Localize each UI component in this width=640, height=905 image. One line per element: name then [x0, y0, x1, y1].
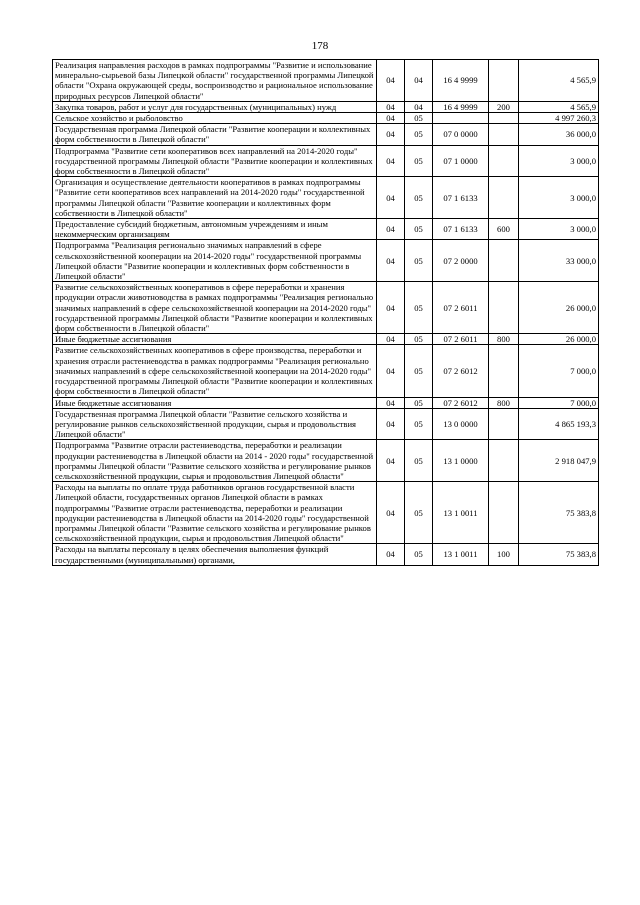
cell-section: 04	[377, 282, 405, 334]
cell-subsection: 05	[405, 334, 433, 345]
cell-target-article: 13 1 0011	[433, 544, 489, 565]
cell-subsection: 05	[405, 177, 433, 219]
cell-target-article: 07 2 6012	[433, 345, 489, 397]
cell-subsection: 05	[405, 440, 433, 482]
table-row	[53, 113, 599, 124]
table-row	[53, 544, 599, 565]
cell-target-article: 16 4 9999	[433, 101, 489, 112]
cell-target-article: 07 0 0000	[433, 124, 489, 145]
cell-amount: 7 000,0	[519, 345, 599, 397]
cell-expense-type: 800	[489, 334, 519, 345]
cell-expense-type: 600	[489, 219, 519, 240]
cell-subsection: 05	[405, 345, 433, 397]
cell-section: 04	[377, 397, 405, 408]
cell-expense-type: 200	[489, 101, 519, 112]
cell-expense-type	[489, 408, 519, 440]
cell-name: Предоставление субсидий бюджетным, автономным учреждениям и иным некоммерческим организациям	[53, 219, 377, 240]
cell-amount: 4 865 193,3	[519, 408, 599, 440]
cell-name: Государственная программа Липецкой области "Развитие сельского хозяйства и регулирование рынков сельскохозяйственной продукции, сырья и продовольствия Липецкой области"	[53, 408, 377, 440]
cell-name: Сельское хозяйство и рыболовство	[53, 113, 377, 124]
table-row	[53, 219, 599, 240]
cell-section: 04	[377, 440, 405, 482]
cell-target-article: 07 1 6133	[433, 219, 489, 240]
cell-amount: 4 565,9	[519, 60, 599, 102]
table-row	[53, 124, 599, 145]
cell-amount: 3 000,0	[519, 177, 599, 219]
budget-table-body	[53, 60, 599, 566]
cell-expense-type	[489, 482, 519, 544]
cell-target-article: 07 1 0000	[433, 145, 489, 177]
cell-section: 04	[377, 482, 405, 544]
cell-amount: 75 383,8	[519, 482, 599, 544]
cell-section: 04	[377, 334, 405, 345]
cell-section: 04	[377, 145, 405, 177]
cell-section: 04	[377, 240, 405, 282]
cell-expense-type	[489, 145, 519, 177]
table-row	[53, 177, 599, 219]
table-row	[53, 482, 599, 544]
cell-amount: 2 918 047,9	[519, 440, 599, 482]
cell-expense-type	[489, 113, 519, 124]
cell-section: 04	[377, 544, 405, 565]
cell-name: Организация и осуществление деятельности кооперативов в рамках подпрограммы "Развитие сети кооперативов всех направлений на 2014-2020 годы" государственной программы Липецкой области "Развитие кооперации и коллективных форм собственности в Липецкой области"	[53, 177, 377, 219]
cell-target-article: 13 1 0000	[433, 440, 489, 482]
cell-expense-type: 800	[489, 397, 519, 408]
cell-amount: 26 000,0	[519, 334, 599, 345]
cell-expense-type	[489, 282, 519, 334]
cell-section: 04	[377, 345, 405, 397]
cell-amount: 3 000,0	[519, 219, 599, 240]
cell-target-article: 13 0 0000	[433, 408, 489, 440]
cell-subsection: 05	[405, 544, 433, 565]
cell-name: Иные бюджетные ассигнования	[53, 397, 377, 408]
cell-subsection: 04	[405, 101, 433, 112]
page-number: 178	[311, 40, 329, 52]
cell-expense-type	[489, 345, 519, 397]
table-row	[53, 440, 599, 482]
cell-amount: 33 000,0	[519, 240, 599, 282]
cell-target-article: 07 2 0000	[433, 240, 489, 282]
cell-section: 04	[377, 408, 405, 440]
table-row	[53, 408, 599, 440]
table-row	[53, 60, 599, 102]
table-row	[53, 240, 599, 282]
cell-name: Расходы на выплаты по оплате труда работников органов государственной власти Липецкой области, государственных органов Липецкой области в рамках подпрограммы "Развитие отрасли растениеводства, переработки и реализации продукции растениеводства в Липецкой области на 2014-2020 годы" государственной программы Липецкой области "Развитие сельского хозяйства и регулирование рынков сельскохозяйственной продукции, сырья и продовольствия Липецкой области"	[53, 482, 377, 544]
cell-section: 04	[377, 101, 405, 112]
cell-section: 04	[377, 177, 405, 219]
cell-amount: 75 383,8	[519, 544, 599, 565]
cell-subsection: 05	[405, 282, 433, 334]
cell-name: Иные бюджетные ассигнования	[53, 334, 377, 345]
cell-target-article: 16 4 9999	[433, 60, 489, 102]
cell-target-article: 07 2 6012	[433, 397, 489, 408]
table-row	[53, 282, 599, 334]
cell-subsection: 05	[405, 219, 433, 240]
cell-subsection: 05	[405, 113, 433, 124]
cell-expense-type	[489, 440, 519, 482]
cell-subsection: 05	[405, 408, 433, 440]
cell-name: Развитие сельскохозяйственных кооперативов в сфере производства, переработки и хранения отрасли растениеводства в рамках подпрограммы "Реализация регионально значимых направлений в сфере сельскохозяйственной кооперации на 2014-2020 годы" государственной программы Липецкой области "Развитие кооперации и коллективных форм собственности в Липецкой области"	[53, 345, 377, 397]
cell-target-article: 07 2 6011	[433, 282, 489, 334]
cell-section: 04	[377, 113, 405, 124]
cell-name: Реализация направления расходов в рамках подпрограммы "Развитие и использование минерально-сырьевой базы Липецкой области" государственной программы Липецкой области "Охрана окружающей среды, воспроизводство и рациональное использование природных ресурсов Липецкой области"	[53, 60, 377, 102]
cell-target-article: 07 2 6011	[433, 334, 489, 345]
cell-expense-type	[489, 240, 519, 282]
cell-subsection: 05	[405, 145, 433, 177]
cell-amount: 7 000,0	[519, 397, 599, 408]
budget-table	[52, 59, 599, 566]
cell-name: Подпрограмма "Реализация регионально значимых направлений в сфере сельскохозяйственной кооперации на 2014-2020 годы" государственной программы Липецкой области "Развитие кооперации и коллективных форм собственности в Липецкой области"	[53, 240, 377, 282]
cell-name: Расходы на выплаты персоналу в целях обеспечения выполнения функций государственными (муниципальными) органами,	[53, 544, 377, 565]
cell-subsection: 05	[405, 397, 433, 408]
cell-name: Подпрограмма "Развитие сети кооперативов всех направлений на 2014-2020 годы" государственной программы Липецкой области "Развитие кооперации и коллективных форм собственности в Липецкой области"	[53, 145, 377, 177]
cell-subsection: 05	[405, 124, 433, 145]
cell-target-article	[433, 113, 489, 124]
cell-target-article: 13 1 0011	[433, 482, 489, 544]
cell-name: Государственная программа Липецкой области "Развитие кооперации и коллективных форм собственности в Липецкой области"	[53, 124, 377, 145]
cell-amount: 26 000,0	[519, 282, 599, 334]
cell-amount: 3 000,0	[519, 145, 599, 177]
cell-name: Закупка товаров, работ и услуг для государственных (муниципальных) нужд	[53, 101, 377, 112]
cell-amount: 36 000,0	[519, 124, 599, 145]
table-row	[53, 101, 599, 112]
cell-section: 04	[377, 124, 405, 145]
cell-name: Развитие сельскохозяйственных кооперативов в сфере переработки и хранения продукции отрасли животноводства в рамках подпрограммы "Реализация регионально значимых направлений в сфере сельскохозяйственной кооперации на 2014-2020 годы" государственной программы Липецкой области "Развитие кооперации и коллективных форм собственности в Липецкой области"	[53, 282, 377, 334]
table-row	[53, 334, 599, 345]
cell-section: 04	[377, 219, 405, 240]
cell-target-article: 07 1 6133	[433, 177, 489, 219]
cell-expense-type	[489, 124, 519, 145]
cell-subsection: 05	[405, 240, 433, 282]
table-row	[53, 397, 599, 408]
cell-expense-type	[489, 60, 519, 102]
cell-subsection: 05	[405, 482, 433, 544]
cell-expense-type: 100	[489, 544, 519, 565]
cell-subsection: 04	[405, 60, 433, 102]
cell-expense-type	[489, 177, 519, 219]
cell-section: 04	[377, 60, 405, 102]
table-row	[53, 345, 599, 397]
cell-amount: 4 997 260,3	[519, 113, 599, 124]
cell-name: Подпрограмма "Развитие отрасли растениеводства, переработки и реализации продукции растениеводства в Липецкой области на 2014 - 2020 годы" государственной программы Липецкой области "Развитие сельского хозяйства и регулирование рынков сельскохозяйственной продукции, сырья и продовольствия Липецкой области"	[53, 440, 377, 482]
table-row	[53, 145, 599, 177]
cell-amount: 4 565,9	[519, 101, 599, 112]
